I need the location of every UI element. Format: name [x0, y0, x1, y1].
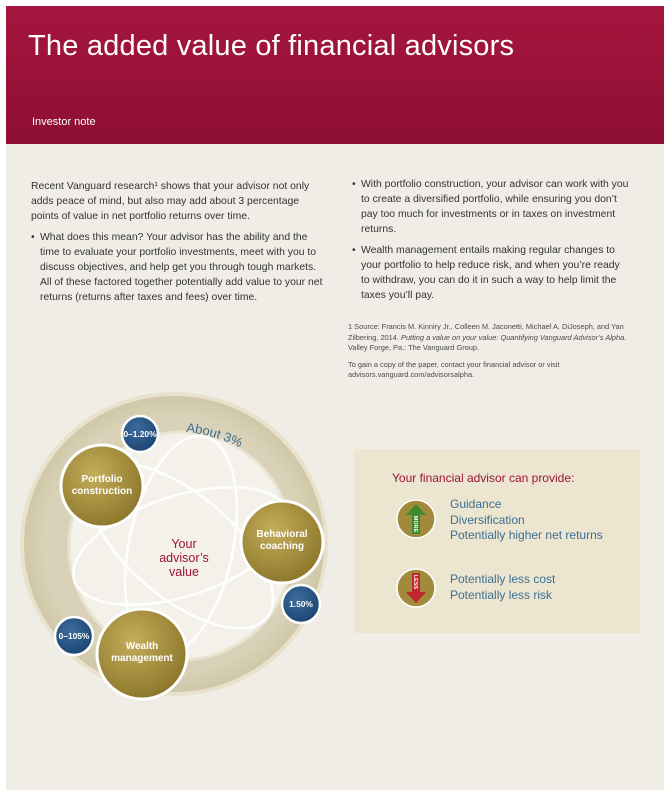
percent-wealth: 0–105% [58, 631, 90, 641]
right-column [352, 177, 630, 309]
bullet-text: What does this mean? Your advisor has the ability and the time to evaluate your portfolio investments, meet with you to discuss objectives, and help get you through tough markets. All of these factored together potentially add value to your net returns (returns after taxes and fees) over time. [40, 232, 323, 303]
intro-paragraph: Recent Vanguard research¹ shows that your advisor not only adds peace of mind, but also may add about 3 percentage points of value in net portfolio returns over time. [31, 181, 310, 222]
about-label: About 3% [185, 420, 246, 451]
bullet-icon: • [352, 179, 356, 190]
bullet-text: Wealth management entails making regular changes to your portfolio to help reduce risk, and when you’re ready to withdraw, you can do it in such a way to help limit the taxes you’ll pay. [361, 245, 620, 301]
node-label-wealth [97, 641, 187, 665]
more-arrow-icon [396, 499, 436, 539]
center-label-line: Your [171, 537, 197, 551]
less-arrow-icon [396, 568, 436, 608]
footnote-source-suffix: Valley Forge, Pa.: The Vanguard Group. [348, 343, 480, 353]
bullet-icon: • [352, 245, 356, 256]
node-label-behavioral [242, 529, 322, 553]
footnote-copy-note: To gain a copy of the paper, contact your financial advisor or visit advisors.vanguard.com/advisorsalpha. [348, 359, 560, 380]
list-item: Guidance [450, 497, 502, 511]
list-item: Potentially less risk [450, 587, 553, 602]
less-list [450, 572, 555, 603]
node-label-portfolio [62, 474, 142, 498]
center-label [134, 537, 234, 579]
node-label-line: Behavioral [256, 529, 308, 540]
node-label-line: Wealth [125, 641, 159, 652]
bullet-icon: • [31, 232, 35, 243]
node-label-line: management [111, 653, 173, 664]
percent-portfolio: 0–1.20% [123, 429, 157, 439]
page-header [6, 6, 664, 144]
percent-behavioral: 1.50% [289, 599, 313, 609]
more-arrow-label: MORE [412, 515, 418, 533]
footnote-source [348, 322, 630, 354]
more-list [450, 497, 603, 544]
footnote-source-prefix: 1 Source: Francis M. Kinniry Jr., Colleen M. Jaconetti, Michael A. DiJoseph, and Yan Zilbering, 2014. [348, 322, 624, 342]
list-item: Potentially less cost [450, 572, 556, 586]
less-arrow-label: LESS [412, 574, 418, 590]
page-subtitle: Investor note [32, 116, 96, 128]
list-item: Potentially higher net returns [450, 528, 603, 542]
list-item [352, 177, 630, 237]
page-title: The added value of financial advisors [28, 30, 515, 62]
advisor-provides-callout [354, 449, 640, 633]
list-item: Diversification [450, 512, 525, 527]
node-label-line: coaching [260, 541, 304, 552]
left-column [31, 179, 327, 311]
footnote [348, 322, 630, 387]
callout-title: Your financial advisor can provide: [392, 471, 575, 485]
center-label-line: advisor’s [159, 551, 209, 565]
list-item [352, 243, 630, 303]
investor-note-page [6, 6, 664, 790]
node-label-line: Portfolio [81, 474, 123, 485]
center-label-line: value [169, 565, 199, 579]
footnote-source-title: Putting a value on your value: Quantifying Vanguard Advisor’s Alpha. [401, 332, 627, 342]
node-label-line: construction [71, 486, 133, 497]
bullet-text: With portfolio construction, your advisor can work with you to create a diversified portfolio, while ensuring you don’t pay too much for investments or in taxes on investment returns. [361, 179, 629, 235]
list-item [31, 230, 327, 305]
